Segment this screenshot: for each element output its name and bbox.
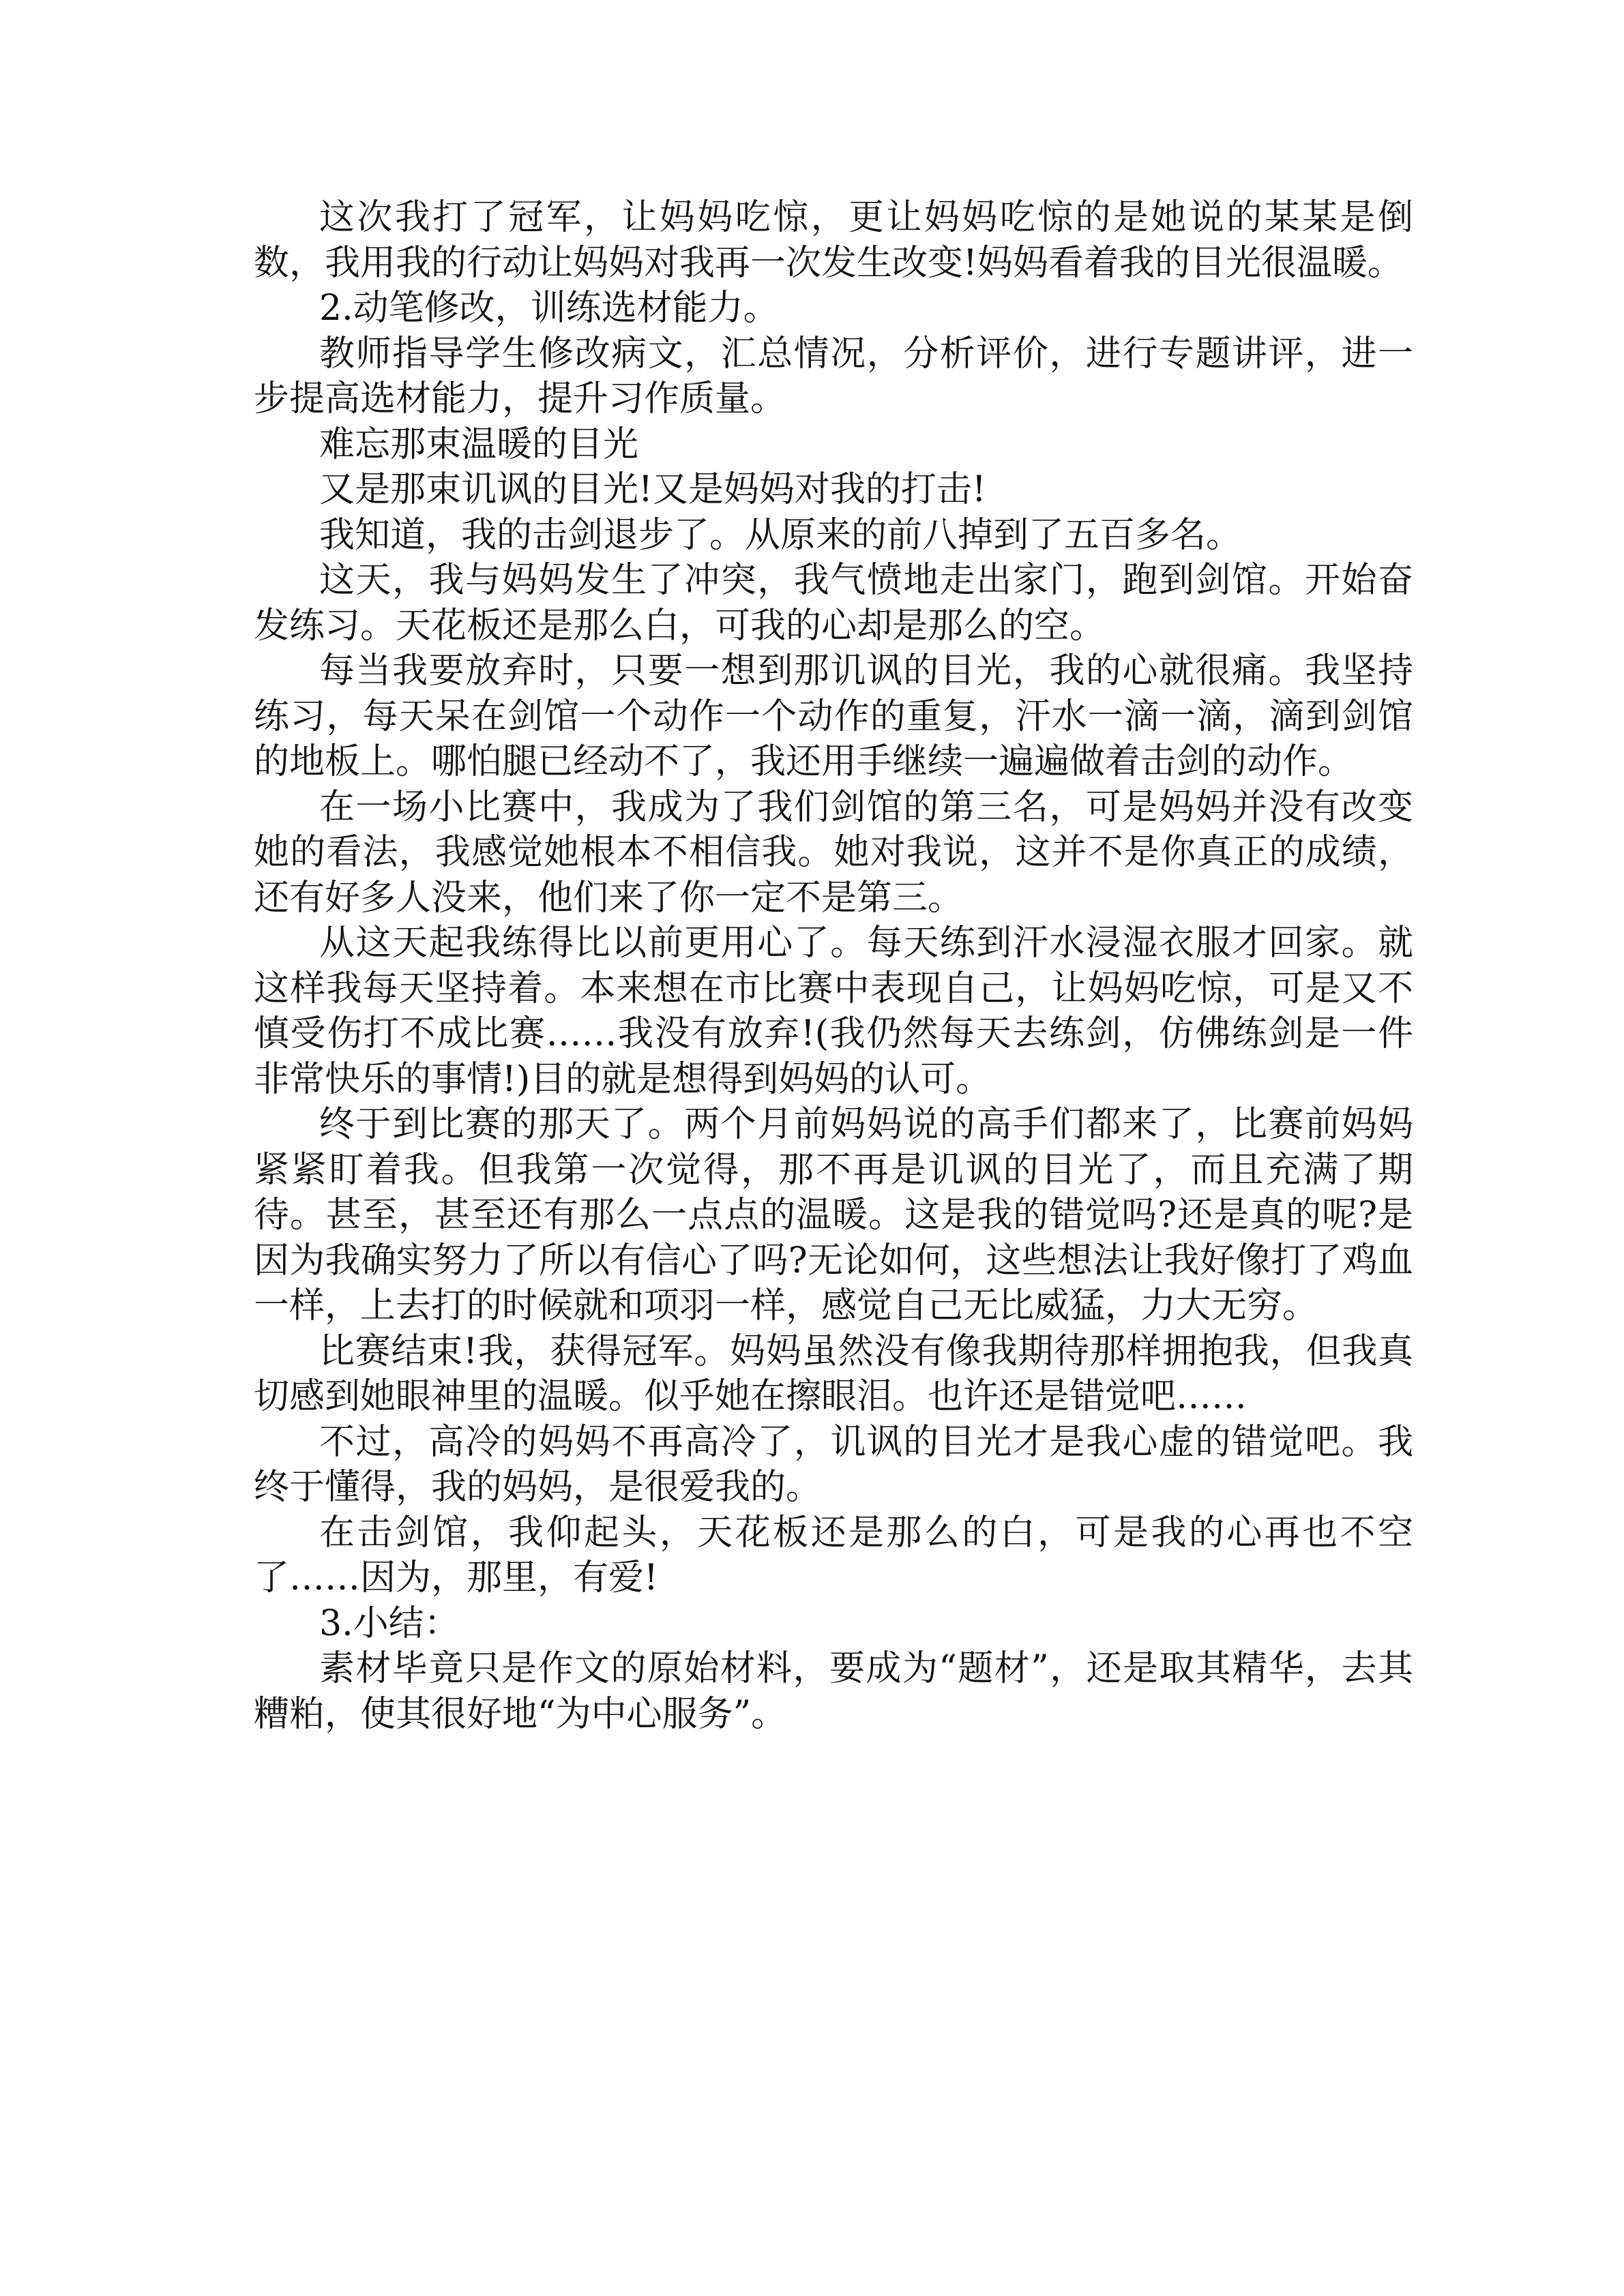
paragraph: 教师指导学生修改病文，汇总情况，分析评价，进行专题讲评，进一步提高选材能力，提升习作质量。 xyxy=(254,333,1413,419)
paragraph: 在击剑馆，我仰起头，天花板还是那么的白，可是我的心再也不空了……因为，那里，有爱! xyxy=(254,1512,1413,1598)
paragraph: 比赛结束!我，获得冠军。妈妈虽然没有像我期待那样拥抱我，但我真切感到她眼神里的温暖。似乎她在擦眼泪。也许还是错觉吧…… xyxy=(254,1330,1413,1417)
paragraph: 每当我要放弃时，只要一想到那讥讽的目光，我的心就很痛。我坚持练习，每天呆在剑馆一个动作一个动作的重复，汗水一滴一滴，滴到剑馆的地板上。哪怕腿已经动不了，我还用手继续一遍遍做着击剑的动作。 xyxy=(254,651,1413,782)
paragraph: 不过，高冷的妈妈不再高冷了，讥讽的目光才是我心虚的错觉吧。我终于懂得，我的妈妈，是很爱我的。 xyxy=(254,1421,1413,1508)
paragraph: 这天，我与妈妈发生了冲突，我气愤地走出家门，跑到剑馆。开始奋发练习。天花板还是那么白，可我的心却是那么的空。 xyxy=(254,560,1413,646)
paragraph: 终于到比赛的那天了。两个月前妈妈说的高手们都来了，比赛前妈妈紧紧盯着我。但我第一次觉得，那不再是讥讽的目光了，而且充满了期待。甚至，甚至还有那么一点点的温暖。这是我的错觉吗?还是真的呢?是因为我确实努力了所以有信心了吗?无论如何，这些想法让我好像打了鸡血一样，上去打的时候就和项羽一样，感觉自己无比威猛，力大无穷。 xyxy=(254,1104,1413,1326)
paragraph: 在一场小比赛中，我成为了我们剑馆的第三名，可是妈妈并没有改变她的看法，我感觉她根本不相信我。她对我说，这并不是你真正的成绩，还有好多人没来，他们来了你一定不是第三。 xyxy=(254,786,1413,919)
paragraph: 又是那束讥讽的目光!又是妈妈对我的打击! xyxy=(319,469,986,510)
essay-title: 难忘那束温暖的目光 xyxy=(319,423,639,465)
document-body xyxy=(254,195,1413,1737)
paragraph: 从这天起我练得比以前更用心了。每天练到汗水浸湿衣服才回家。就这样我每天坚持着。本来想在市比赛中表现自己，让妈妈吃惊，可是又不慎受伤打不成比赛……我没有放弃!(我仍然每天去练剑，仿佛练剑是一件非常快乐的事情!)目的就是想得到妈妈的认可。 xyxy=(254,923,1413,1100)
paragraph: 我知道，我的击剑退步了。从原来的前八掉到了五百多名。 xyxy=(319,514,1242,556)
section-heading: 3.小结： xyxy=(319,1602,460,1644)
paragraph: 这次我打了冠军，让妈妈吃惊，更让妈妈吃惊的是她说的某某是倒数，我用我的行动让妈妈对我再一次发生改变!妈妈看着我的目光很温暖。 xyxy=(254,197,1413,284)
paragraph: 素材毕竟只是作文的原始材料，要成为“题材”，还是取其精华，去其糟粕，使其很好地“为中心服务”。 xyxy=(254,1648,1413,1735)
section-heading: 2.动笔修改，训练选材能力。 xyxy=(319,288,779,329)
